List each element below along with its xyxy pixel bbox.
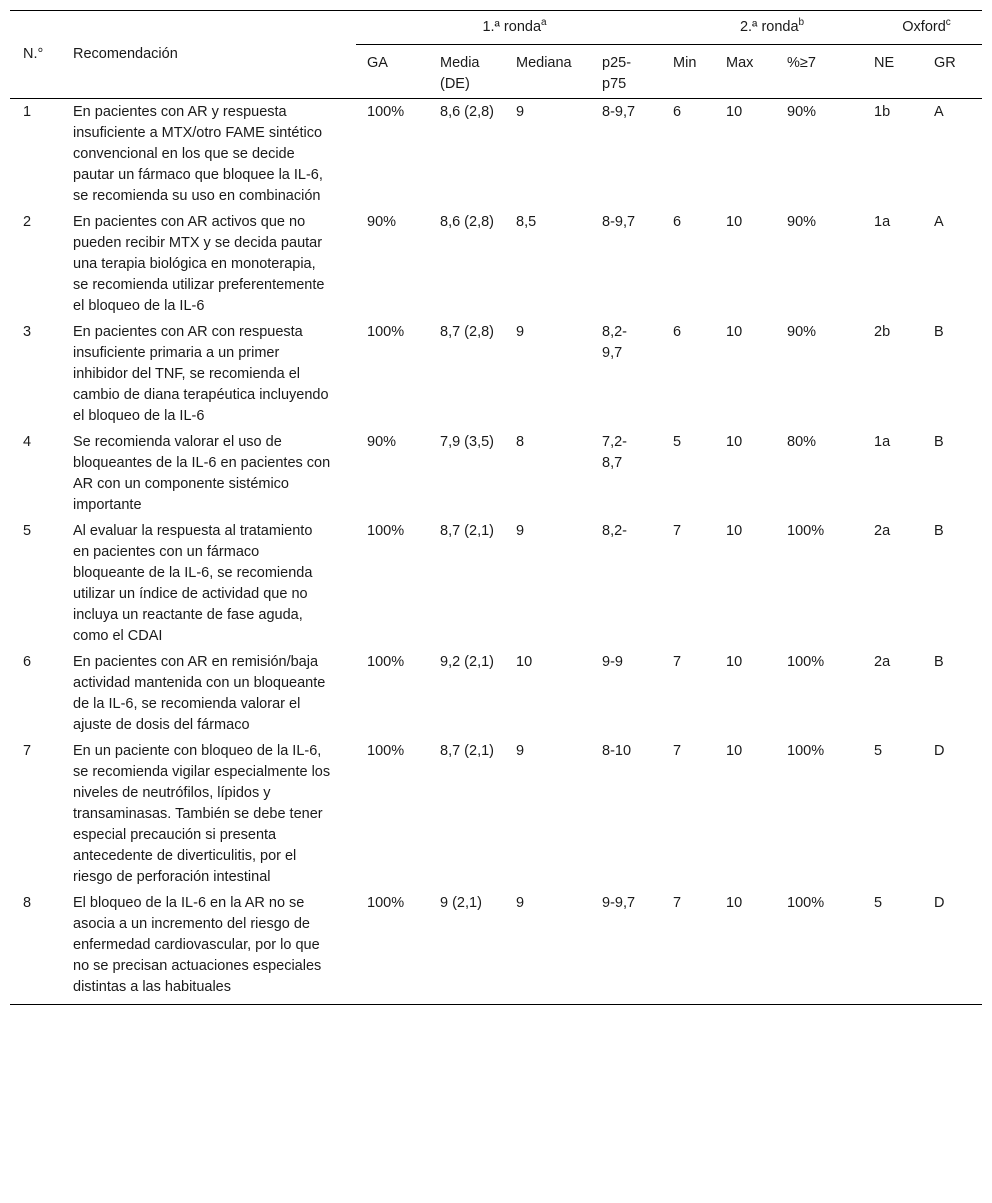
cell-max: 10	[726, 324, 743, 340]
cell-recommendation: En un paciente con bloqueo de la IL-6, se recomienda vigilar especialmente los niveles de neutrófilos, lípidos y transaminasas. También se debe tener especial precaución si presenta antecedente de diverticulitis, por el riesgo de perforación intestinal	[73, 743, 331, 885]
cell-ne: 1a	[874, 434, 891, 450]
cell-min: 5	[673, 434, 682, 450]
cell-gr: B	[934, 434, 944, 450]
cell-max: 10	[726, 434, 743, 450]
cell-p25-p75: 7,2-8,7	[602, 434, 627, 471]
table-row	[10, 736, 982, 888]
group-first-round-note: a	[541, 17, 547, 28]
cell-gr: D	[934, 895, 945, 911]
cell-number: 6	[23, 654, 32, 670]
cell-max: 10	[726, 214, 743, 230]
cell-ga: 100%	[367, 743, 405, 759]
table-row	[10, 647, 982, 736]
cell-recommendation: En pacientes con AR activos que no pueden recibir MTX y se decida pautar una terapia biológica en monoterapia, se recomienda utilizar preferentemente el bloqueo de la IL-6	[73, 214, 325, 314]
cell-p25-p75: 8,2-9,7	[602, 324, 627, 361]
cell-number: 8	[23, 895, 32, 911]
cell-gr: B	[934, 654, 944, 670]
col-pct-header: %≥7	[787, 55, 816, 71]
cell-max: 10	[726, 743, 743, 759]
cell-number: 1	[23, 104, 32, 120]
cell-ga: 100%	[367, 324, 405, 340]
cell-pct: 90%	[787, 214, 817, 230]
group-second-round	[673, 11, 871, 45]
table-row	[10, 207, 982, 317]
col-num-header: N.°	[23, 46, 44, 62]
cell-mediana: 8	[516, 434, 525, 450]
cell-ne: 1b	[874, 104, 891, 120]
cell-ga: 90%	[367, 434, 397, 450]
cell-min: 6	[673, 324, 682, 340]
cell-max: 10	[726, 523, 743, 539]
cell-recommendation: En pacientes con AR en remisión/baja actividad mantenida con un bloqueante de la IL-6, se recomienda valorar el ajuste de dosis del fármaco	[73, 654, 326, 733]
col-media-header: Media (DE)	[440, 55, 480, 92]
cell-media: 9 (2,1)	[440, 895, 482, 911]
cell-gr: B	[934, 523, 944, 539]
cell-media: 8,6 (2,8)	[440, 104, 494, 120]
col-ne-header: NE	[874, 55, 895, 71]
col-ga-header: GA	[367, 55, 388, 71]
cell-number: 4	[23, 434, 32, 450]
table-row	[10, 317, 982, 427]
col-p25-p75-header: p25-p75	[602, 55, 632, 92]
cell-ga: 90%	[367, 214, 397, 230]
cell-pct: 100%	[787, 654, 825, 670]
cell-max: 10	[726, 895, 743, 911]
cell-gr: A	[934, 104, 944, 120]
cell-p25-p75: 8-10	[602, 743, 632, 759]
group-oxford	[871, 11, 982, 45]
cell-min: 7	[673, 895, 682, 911]
table-body	[10, 99, 982, 1005]
cell-media: 8,7 (2,1)	[440, 743, 494, 759]
cell-mediana: 9	[516, 743, 525, 759]
cell-p25-p75: 8-9,7	[602, 214, 636, 230]
cell-p25-p75: 9-9	[602, 654, 623, 670]
col-recommendation-header: Recomendación	[73, 46, 178, 62]
cell-number: 5	[23, 523, 32, 539]
cell-media: 8,7 (2,8)	[440, 324, 494, 340]
cell-recommendation: Al evaluar la respuesta al tratamiento en pacientes con un fármaco bloqueante de la IL-6, se recomienda utilizar un índice de actividad que no incluya un reactante de fase aguda, como el CDAI	[73, 523, 313, 644]
table-row	[10, 516, 982, 647]
cell-mediana: 8,5	[516, 214, 537, 230]
cell-pct: 80%	[787, 434, 817, 450]
col-gr-header: GR	[934, 55, 956, 71]
cell-min: 6	[673, 214, 682, 230]
cell-recommendation: El bloqueo de la IL-6 en la AR no se asocia a un incremento del riesgo de enfermedad cardiovascular, por lo que no se precisan actuaciones especiales distintas a las habituales	[73, 895, 322, 995]
cell-p25-p75: 8,2-	[602, 523, 627, 539]
cell-ne: 2a	[874, 654, 891, 670]
cell-ne: 2b	[874, 324, 891, 340]
table-row	[10, 427, 982, 516]
cell-media: 9,2 (2,1)	[440, 654, 494, 670]
cell-pct: 90%	[787, 324, 817, 340]
table-row	[10, 99, 982, 208]
group-second-round-note: b	[798, 17, 805, 28]
cell-gr: D	[934, 743, 945, 759]
cell-ga: 100%	[367, 104, 405, 120]
col-mediana-header: Mediana	[516, 55, 572, 71]
cell-mediana: 9	[516, 895, 525, 911]
cell-gr: B	[934, 324, 944, 340]
cell-mediana: 9	[516, 104, 525, 120]
cell-pct: 100%	[787, 895, 825, 911]
cell-max: 10	[726, 654, 743, 670]
cell-pct: 100%	[787, 743, 825, 759]
cell-gr: A	[934, 214, 944, 230]
cell-ga: 100%	[367, 654, 405, 670]
cell-mediana: 9	[516, 523, 525, 539]
cell-mediana: 9	[516, 324, 525, 340]
group-oxford-label: Oxford	[902, 19, 946, 35]
cell-ga: 100%	[367, 895, 405, 911]
table-header	[10, 11, 982, 99]
cell-number: 7	[23, 743, 32, 759]
group-oxford-note: c	[945, 17, 951, 28]
cell-ne: 2a	[874, 523, 891, 539]
cell-number: 3	[23, 324, 32, 340]
group-first-round-label: 1.ª ronda	[482, 19, 542, 35]
cell-media: 8,7 (2,1)	[440, 523, 494, 539]
cell-p25-p75: 8-9,7	[602, 104, 636, 120]
cell-min: 7	[673, 654, 682, 670]
cell-max: 10	[726, 104, 743, 120]
cell-ne: 5	[874, 895, 883, 911]
group-second-round-label: 2.ª ronda	[739, 19, 799, 35]
cell-recommendation: En pacientes con AR y respuesta insuficiente a MTX/otro FAME sintético convencional en los que se decide pautar un fármaco que bloquee la IL-6, se recomienda su uso en combinación	[73, 104, 323, 204]
cell-ga: 100%	[367, 523, 405, 539]
group-first-round	[356, 11, 673, 45]
recommendations-table	[10, 10, 982, 1005]
cell-ne: 1a	[874, 214, 891, 230]
cell-media: 8,6 (2,8)	[440, 214, 494, 230]
cell-recommendation: Se recomienda valorar el uso de bloqueantes de la IL-6 en pacientes con AR con un componente sistémico importante	[73, 434, 331, 513]
cell-mediana: 10	[516, 654, 533, 670]
cell-recommendation: En pacientes con AR con respuesta insuficiente primaria a un primer inhibidor del TNF, se recomienda el cambio de diana terapéutica incluyendo el bloqueo de la IL-6	[73, 324, 329, 424]
cell-media: 7,9 (3,5)	[440, 434, 494, 450]
cell-min: 7	[673, 743, 682, 759]
cell-min: 6	[673, 104, 682, 120]
table-row	[10, 888, 982, 1005]
cell-number: 2	[23, 214, 32, 230]
cell-pct: 100%	[787, 523, 825, 539]
cell-p25-p75: 9-9,7	[602, 895, 636, 911]
cell-ne: 5	[874, 743, 883, 759]
cell-pct: 90%	[787, 104, 817, 120]
cell-min: 7	[673, 523, 682, 539]
col-max-header: Max	[726, 55, 754, 71]
col-min-header: Min	[673, 55, 697, 71]
